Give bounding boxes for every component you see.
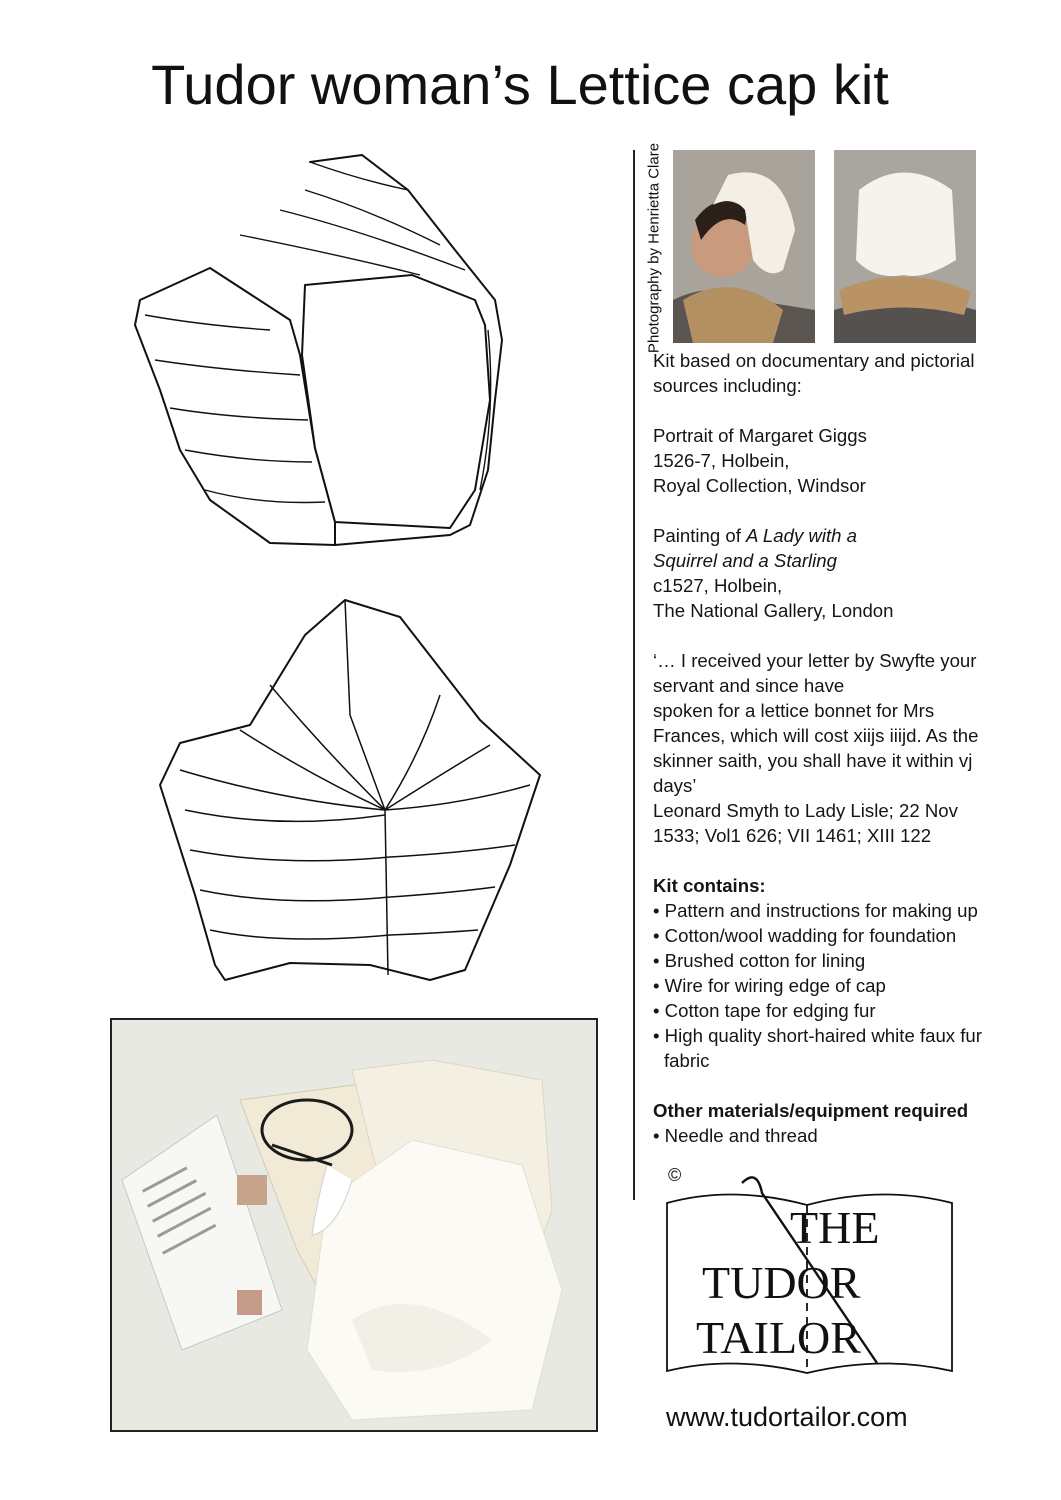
intro-line: Kit based on documentary and pictorial — [653, 350, 975, 371]
tudor-tailor-logo — [662, 1163, 956, 1385]
logo-word-the: THE — [790, 1202, 880, 1253]
painting-title: A Lady with a — [746, 525, 857, 546]
painting-title: Squirrel and a Starling — [653, 550, 837, 571]
list-item: • Wire for wiring edge of cap — [653, 975, 886, 996]
intro-line: sources including: — [653, 375, 802, 396]
citation-line: Leonard Smyth to Lady Lisle; 22 Nov — [653, 800, 958, 821]
source-line: The National Gallery, London — [653, 600, 894, 621]
list-item: • Needle and thread — [653, 1125, 818, 1146]
list-item: • High quality short-haired white faux fur fabric — [653, 1025, 982, 1071]
list-item: • Cotton tape for edging fur — [653, 1000, 876, 1021]
quote-line: spoken for a lettice bonnet for Mrs — [653, 700, 935, 721]
other-materials-heading: Other materials/equipment required — [653, 1100, 969, 1121]
list-item: • Cotton/wool wadding for foundation — [653, 925, 957, 946]
kit-contents-photo — [110, 1018, 598, 1432]
model-back-photo — [834, 150, 976, 343]
cap-back-view-drawing — [120, 595, 550, 1005]
quote-line: days’ — [653, 775, 697, 796]
logo-word-tailor: TAILOR — [696, 1312, 861, 1363]
quote-line: Frances, which will cost xiijs iiijd. As the — [653, 725, 979, 746]
logo-word-tudor: TUDOR — [702, 1257, 861, 1308]
column-divider — [633, 150, 635, 1200]
source-line — [653, 523, 1013, 548]
page-title: Tudor woman’s Lettice cap kit — [151, 53, 889, 116]
kit-contents-heading: Kit contains: — [653, 875, 766, 896]
source-line: 1526-7, Holbein, — [653, 450, 790, 471]
source-line: c1527, Holbein, — [653, 575, 783, 596]
source-line: Portrait of Margaret Giggs — [653, 425, 867, 446]
quote-line: skinner saith, you shall have it within vj — [653, 750, 973, 771]
other-materials-list — [653, 1123, 1013, 1148]
source-line: Royal Collection, Windsor — [653, 475, 866, 496]
photo-credit — [640, 142, 668, 353]
citation-line: 1533; Vol1 626; VII 1461; XIII 122 — [653, 825, 932, 846]
photo-credit-text: Photography by Henrietta Clare — [645, 142, 663, 353]
website-url[interactable]: www.tudortailor.com — [666, 1402, 908, 1432]
cap-side-view-drawing — [120, 150, 540, 570]
quote-line: ‘… I received your letter by Swyfte your — [653, 650, 977, 671]
model-portrait-photo — [673, 150, 815, 343]
source-prefix: Painting of — [653, 525, 747, 546]
list-item: • Brushed cotton for lining — [653, 950, 866, 971]
copyright-mark: © — [668, 1165, 682, 1185]
quote-line: servant and since have — [653, 675, 845, 696]
kit-description — [653, 348, 1013, 1148]
source-line — [653, 548, 1013, 573]
list-item: • Pattern and instructions for making up — [653, 900, 978, 921]
kit-contents-list — [653, 898, 1013, 1073]
